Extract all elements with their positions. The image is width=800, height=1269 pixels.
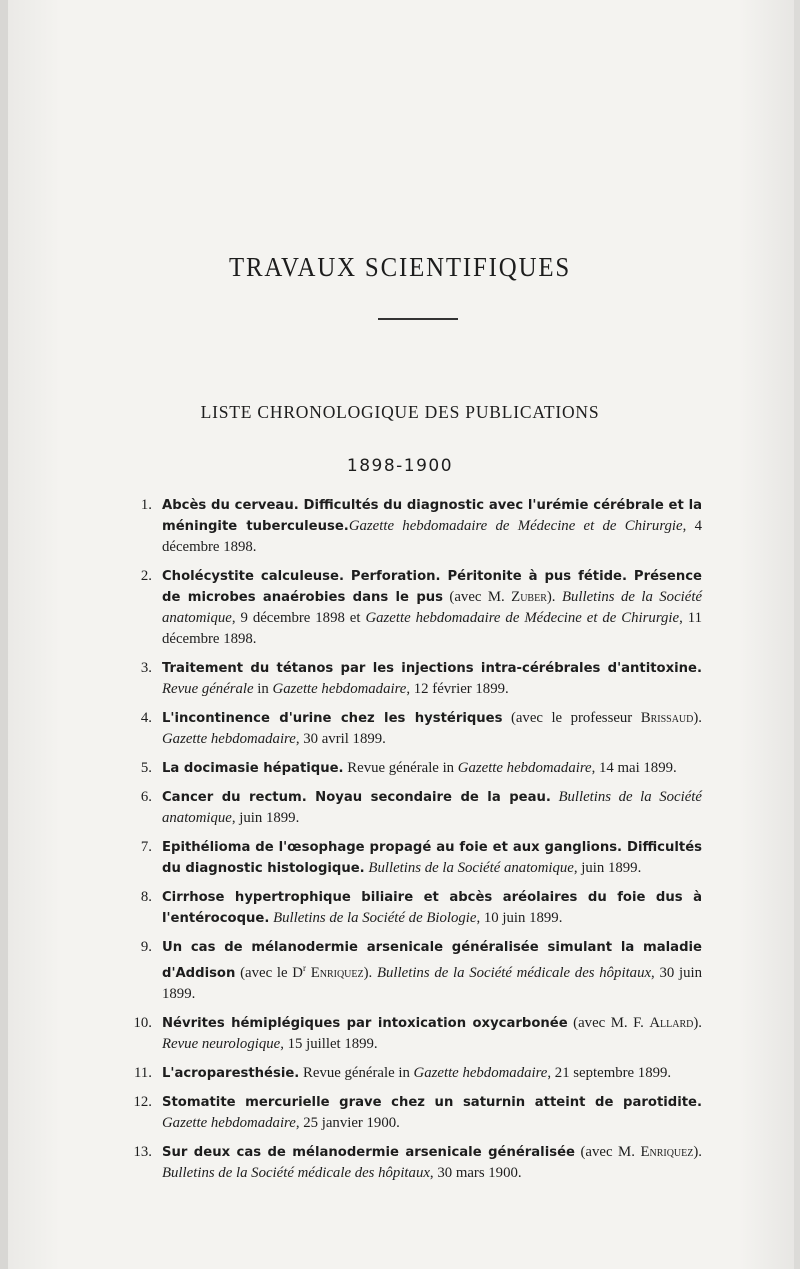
journal-name: Bulletins de la Société anatomique [162,589,703,626]
entry-title: Cholécystite calculeuse. Perforation. Péritonite à pus fétide. Présence de microbes anaérobies dans le pus [162,569,702,605]
entry-title: Cancer du rectum. Noyau secondaire de la peau. [162,790,551,805]
citation-text: , 14 mai 1899. [591,760,677,776]
page-edge-left [0,0,8,1269]
author-name: Enriquez [640,1143,694,1160]
publication-entry [130,837,702,879]
publication-entry [130,887,702,929]
entry-title: Epithélioma de l'œsophage propagé au foie et aux ganglions. Difficultés du diagnostic histologique. [162,840,702,876]
citation-text: (avec M. F. [567,1014,650,1031]
entry-number: 7. [140,839,152,855]
entry-title: Névrites hémiplégiques par intoxication oxycarbonée [162,1015,568,1031]
journal-name: Gazette hebdomadaire [457,760,592,776]
entry-number: 5. [140,760,152,776]
citation-text: (avec M. [574,1143,641,1160]
citation-text: ). [693,1143,702,1160]
publication-entry [130,566,702,650]
journal-name: Bulletins de la Société anatomique [162,789,702,826]
journal-name: Gazette hebdomadaire [413,1064,548,1081]
publication-entry [130,1063,702,1084]
entry-title: Traitement du tétanos par les injections intra-cérébrales d'antitoxine. [162,661,702,676]
journal-name: Revue générale [162,681,254,697]
page-edge-right [794,0,800,1269]
citation-text: ). [693,1014,702,1031]
citation-text: ). [363,964,377,981]
citation-text: , 4 décembre 1898. [162,518,702,555]
entry-title: L'incontinence d'urine chez les hystériques [162,711,503,726]
entry-title: La docimasie hépatique. [162,761,344,776]
citation-text: , 11 décembre 1898. [162,610,703,647]
publication-entry [130,758,702,779]
journal-name: Bulletins de la Société médicale des hôpitaux [162,1164,430,1181]
entry-number: 2. [140,568,152,584]
journal-name: Gazette hebdomadaire [162,1114,296,1131]
entry-number: 6. [140,789,152,805]
entry-number: 4. [140,710,152,726]
year-range: 1898-1900 [346,456,454,476]
journal-name: Gazette hebdomadaire de Médecine et de Chirurgie [365,610,680,626]
entry-number: 1. [140,497,152,513]
citation-text: , 21 septembre 1899. [547,1064,672,1081]
entry-number: 13. [133,1143,152,1160]
citation-text: (avec le D [235,964,303,981]
entry-number: 11. [134,1064,152,1081]
publication-entry [130,1092,702,1134]
author-name: Allard [649,1014,694,1031]
citation-text: Revue générale in [299,1064,414,1081]
citation-text: (avec M. [443,589,512,605]
citation-text: , 30 avril 1899. [295,731,386,747]
journal-name: Gazette hebdomadaire de Médecine et de Chirurgie [348,518,683,534]
citation-text: , 25 janvier 1900. [295,1114,400,1131]
entry-number: 12. [133,1093,152,1110]
author-name: Brissaud [640,710,694,726]
entry-title: Sur deux cas de mélanodermie arsenicale généralisée [162,1144,575,1160]
entry-number: 8. [140,889,152,905]
citation-text: , 9 décembre 1898 et [231,610,366,626]
publication-entry [130,495,702,558]
publication-entry [130,937,702,1005]
entry-title: Abcès du cerveau. Difficultés du diagnostic avec l'urémie cérébrale et la méningite tuberculeuse. [162,498,702,534]
citation-text: , 10 juin 1899. [476,910,563,926]
superscript: r [302,963,306,973]
author-name: Enriquez [310,964,364,981]
entry-number: 3. [140,660,152,676]
entry-number: 9. [140,939,152,955]
publication-entry [130,1142,702,1184]
page-title: TRAVAUX SCIENTIFIQUES [228,252,572,282]
journal-name: Bulletins de la Société médicale des hôpitaux [376,964,652,981]
citation-text: , 30 juin 1899. [162,964,703,1002]
citation-text: ). [693,710,703,726]
entry-title: Stomatite mercurielle grave chez un saturnin atteint de parotidite. [162,1094,702,1110]
title-divider [378,318,458,320]
author-name: Zuber [511,589,547,605]
citation-text: ). [546,589,562,605]
journal-name: Gazette hebdomadaire [162,731,296,747]
section-subtitle: LISTE CHRONOLOGIQUE DES PUBLICATIONS [200,402,600,422]
publication-entry [130,708,702,750]
citation-text: , 15 juillet 1899. [280,1035,378,1052]
journal-name: Revue neurologique [162,1035,281,1052]
journal-name: Bulletins de la Société anatomique [368,860,574,876]
publication-entry [130,658,702,700]
citation-text: , 12 février 1899. [406,681,509,697]
citation-text: , juin 1899. [231,810,300,826]
citation-text: (avec le professeur [502,710,641,726]
entry-title: Un cas de mélanodermie arsenicale généralisée simulant la maladie d'Addison [162,940,702,981]
journal-name: Gazette hebdomadaire [272,681,407,697]
entry-title: L'acroparesthésie. [162,1065,300,1081]
entry-title: Cirrhose hypertrophique biliaire et abcès aréolaires du foie dus à l'entérocoque. [162,890,702,926]
journal-name: Bulletins de la Société de Biologie [273,910,477,926]
publication-entry [130,1013,702,1055]
entry-number: 10. [133,1014,152,1031]
citation-text: , 30 mars 1900. [429,1164,522,1181]
publication-list [130,495,702,1192]
citation-text: Revue générale in [343,760,458,776]
citation-text: in [253,681,273,697]
citation-text: , juin 1899. [573,860,642,876]
publication-entry [130,787,702,829]
